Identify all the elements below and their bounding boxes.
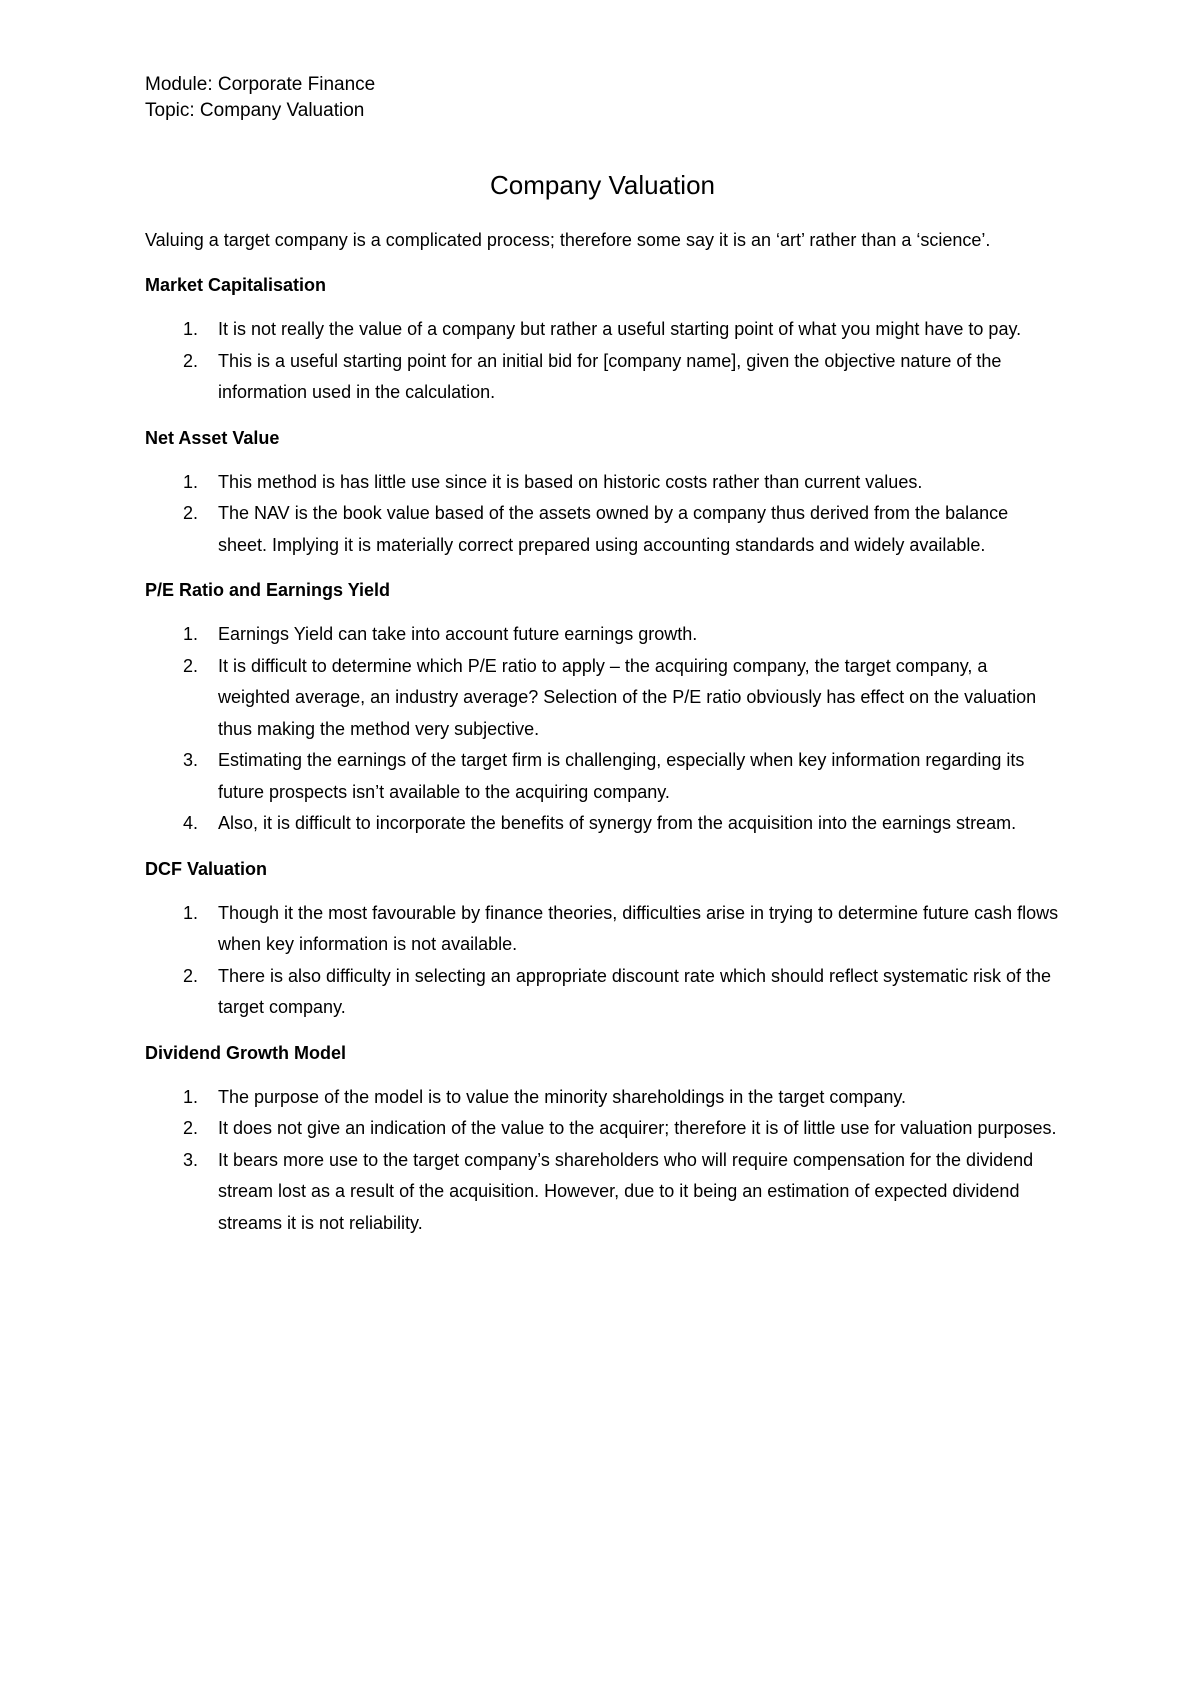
item-text: This is a useful starting point for an initial bid for [company name], given the objective nature of the information used in the calculation. (218, 350, 1002, 402)
item-text: Also, it is difficult to incorporate the benefits of synergy from the acquisition into the earnings stream. (218, 813, 1017, 833)
item-text: It is difficult to determine which P/E ratio to apply – the acquiring company, the target company, a weighted average, an industry average? Selection of the P/E ratio obviously has effect on the valuation thus making the method very subjective. (218, 655, 1037, 739)
item-number: 2. (183, 1118, 199, 1138)
item-number: 3. (183, 1149, 199, 1170)
section-heading: P/E Ratio and Earnings Yield (145, 580, 391, 600)
item-number: 1. (183, 471, 199, 492)
numbered-list (145, 898, 1060, 1024)
item-number: 1. (183, 319, 199, 339)
list-item (145, 745, 1060, 808)
topic-line: Topic: Company Valuation (145, 100, 365, 121)
numbered-list (145, 314, 1060, 409)
section-dividend-growth-model (145, 1040, 1060, 1240)
list-item (145, 808, 1060, 840)
list-item (145, 619, 1060, 651)
list-item (145, 961, 1060, 1024)
section-heading: Dividend Growth Model (145, 1042, 346, 1063)
list-item (145, 498, 1060, 561)
item-text: Though it the most favourable by finance theories, difficulties arise in trying to determine future cash flows when key information is not available. (218, 902, 1059, 954)
item-number: 1. (183, 624, 199, 644)
item-number: 1. (183, 1086, 199, 1107)
list-item (145, 314, 1060, 346)
list-item (145, 1145, 1060, 1240)
item-text: It does not give an indication of the value to the acquirer; therefore it is of little use for valuation purposes. (218, 1118, 1057, 1138)
item-number: 1. (183, 902, 199, 923)
item-number: 3. (183, 750, 199, 770)
item-text: There is also difficulty in selecting an appropriate discount rate which should reflect systematic risk of the target company. (218, 965, 1052, 1017)
item-number: 2. (183, 655, 199, 676)
section-heading: DCF Valuation (145, 858, 268, 879)
item-text: The purpose of the model is to value the minority shareholdings in the target company. (218, 1086, 907, 1107)
list-item (145, 467, 1060, 499)
numbered-list (145, 467, 1060, 562)
section-pe-ratio (145, 577, 1060, 840)
item-text: Estimating the earnings of the target firm is challenging, especially when key information regarding its future prospects isn’t available to the acquiring company. (218, 750, 1025, 802)
section-net-asset-value (145, 425, 1060, 562)
intro-paragraph: Valuing a target company is a complicated process; therefore some say it is an ‘art’ rather than a ‘science’. (145, 230, 991, 250)
list-item (145, 898, 1060, 961)
item-text: It bears more use to the target company’s shareholders who will require compensation for the dividend stream lost as a result of the acquisition. However, due to it being an estimation of expected dividend streams it is not reliability. (218, 1149, 1034, 1233)
item-text: It is not really the value of a company but rather a useful starting point of what you might have to pay. (218, 319, 1022, 339)
numbered-list (145, 1082, 1060, 1240)
list-item (145, 1113, 1060, 1145)
list-item (145, 651, 1060, 746)
item-number: 2. (183, 350, 199, 371)
item-text: This method is has little use since it is based on historic costs rather than current values. (218, 471, 923, 492)
item-text: The NAV is the book value based of the assets owned by a company thus derived from the balance sheet. Implying it is materially correct prepared using accounting standards and widely available. (218, 503, 1009, 555)
document-title: Company Valuation (490, 170, 715, 200)
section-heading: Market Capitalisation (145, 275, 327, 295)
numbered-list (145, 619, 1060, 840)
section-market-capitalisation (145, 272, 1060, 409)
item-number: 2. (183, 503, 199, 523)
document-page (145, 72, 1060, 1239)
item-number: 2. (183, 965, 199, 986)
list-item (145, 1082, 1060, 1114)
section-dcf-valuation (145, 856, 1060, 1024)
module-line: Module: Corporate Finance (145, 74, 376, 95)
section-heading: Net Asset Value (145, 427, 280, 448)
item-number: 4. (183, 813, 199, 833)
item-text: Earnings Yield can take into account future earnings growth. (218, 624, 698, 644)
list-item (145, 346, 1060, 409)
